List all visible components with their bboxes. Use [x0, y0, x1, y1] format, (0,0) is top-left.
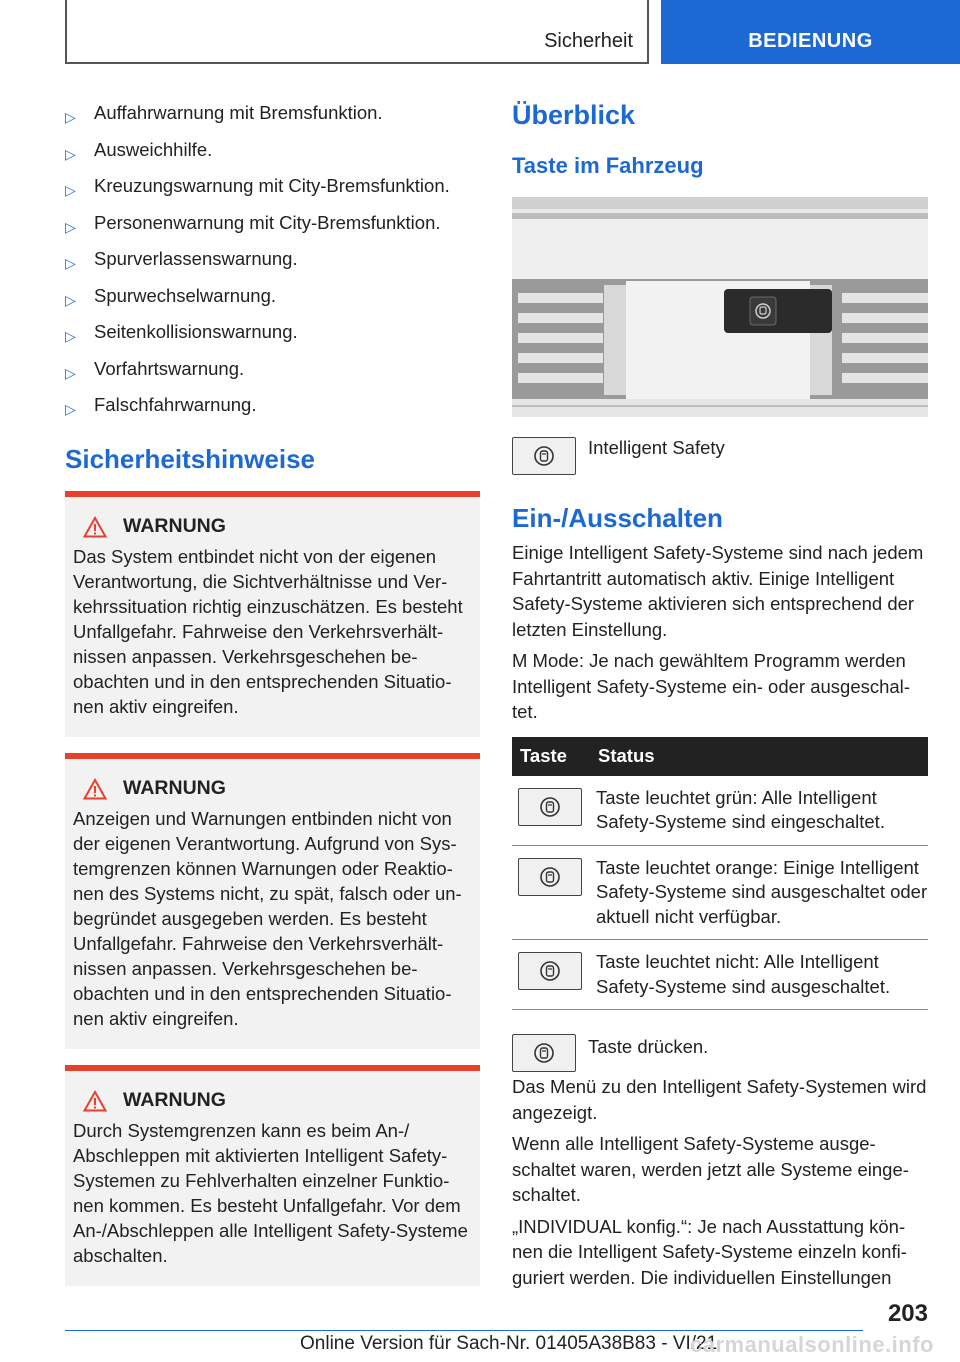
table-row — [512, 845, 928, 940]
press-instruction: Taste drücken. — [588, 1036, 709, 1057]
safety-button-icon — [518, 788, 582, 826]
list-item: ▷ Spurwechselwarnung. — [65, 285, 480, 311]
list-item: ▷ Kreuzungswarnung mit City-Bremsfunktion. — [65, 175, 480, 201]
triangle-bullet-icon: ▷ — [65, 291, 76, 308]
paragraph: Einige Intelligent Safety-Systeme sind nach jedem Fahrtantritt automatisch aktiv. Einige Intelligent Safety-Systeme aktivieren sich entsprechend der letzten Einstellung. — [512, 542, 924, 640]
triangle-bullet-icon: ▷ — [65, 255, 76, 271]
warning-triangle-icon — [83, 778, 107, 800]
watermark: carmanualsonline.info — [690, 1332, 934, 1357]
column-header-taste: Taste — [512, 737, 590, 776]
warning-text: Das System entbindet nicht von der eigenen Verantwortung, die Sichtverhältnisse und Verkehrssituation richtig einzuschätzen. Es besteht Unfallgefahr. Fahrweise den Verkehrsverhältnissen anpassen. Verkehrsgeschehen beobachten und in den entsprechenden Situationen aktiv eingreifen. — [73, 546, 463, 717]
triangle-bullet-icon: ▷ — [65, 218, 76, 235]
chapter-tab[interactable]: BEDIENUNG — [661, 0, 960, 64]
safety-heading: Sicherheitshinweise — [65, 444, 315, 474]
paragraph: M Mode: Je nach gewähltem Programm werden Intelligent Safety-Systeme ein- oder ausgeschaltet. — [512, 650, 910, 722]
dashboard-button-photo — [512, 197, 928, 417]
onoff-heading: Ein-/Ausschalten — [512, 503, 723, 533]
paragraph: Wenn alle Intelligent Safety-Systeme ausgeschaltet waren, werden jetzt alle Systeme eingeschaltet. — [512, 1133, 909, 1205]
status-table — [512, 737, 928, 1011]
triangle-bullet-icon: ▷ — [65, 364, 76, 381]
list-item: ▷ Falschfahrwarnung. — [65, 394, 480, 420]
intelligent-safety-button-icon[interactable] — [512, 437, 576, 475]
paragraph: „INDIVIDUAL konfig.“: Je nach Ausstattung können die Intelligent Safety-Systeme einzeln konfiguriert werden. Die individuellen Einstellungen — [512, 1215, 907, 1288]
table-row — [512, 776, 928, 846]
warning-title: WARNUNG — [123, 515, 226, 537]
warning-box — [65, 753, 480, 1049]
intelligent-safety-button-icon[interactable] — [512, 1034, 576, 1072]
warning-triangle-icon — [83, 516, 107, 538]
list-item: ▷ Vorfahrtswarnung. — [65, 358, 480, 384]
left-column — [65, 102, 480, 1286]
list-item: ▷ Personenwarnung mit City-Bremsfunktion. — [65, 212, 480, 238]
list-item: ▷ Spurverlassenswarnung. — [65, 248, 480, 274]
triangle-bullet-icon: ▷ — [65, 401, 76, 417]
list-item: ▷ Auffahrwarnung mit Bremsfunktion. — [65, 102, 480, 128]
button-subheading: Taste im Fahrzeug — [512, 153, 704, 178]
list-item: ▷ Ausweichhilfe. — [65, 139, 480, 165]
section-title: Sicherheit — [544, 30, 633, 52]
warning-title: WARNUNG — [123, 1089, 226, 1111]
warning-box — [65, 491, 480, 737]
triangle-bullet-icon: ▷ — [65, 182, 76, 198]
right-column — [512, 100, 928, 1290]
warning-text: Anzeigen und Warnungen entbinden nicht von der eigenen Verantwortung. Aufgrund von Systemgrenzen können Warnungen oder Reaktionen des Systems nicht, zu spät, falsch oder unbegründet ausgegeben werden. Es besteht Unfallgefahr. Fahrweise den Verkehrsverhältnissen anpassen. Verkehrsgeschehen beobachten und in den entsprechenden Situationen aktiv eingreifen. — [73, 808, 462, 1029]
table-row — [512, 940, 928, 1010]
warning-title: WARNUNG — [123, 777, 226, 799]
status-text: Taste leuchtet nicht: Alle Intelligent Safety-Systeme sind ausgeschaltet. — [590, 940, 928, 1010]
safety-button-icon — [518, 858, 582, 896]
header-section-box — [65, 0, 649, 64]
triangle-bullet-icon: ▷ — [65, 328, 76, 344]
status-text: Taste leuchtet grün: Alle Intelligent Safety-Systeme sind eingeschaltet. — [590, 776, 928, 846]
footer-divider — [65, 1330, 863, 1331]
safety-button-icon — [518, 952, 582, 990]
button-label: Intelligent Safety — [588, 437, 725, 458]
triangle-bullet-icon: ▷ — [65, 145, 76, 162]
feature-list — [65, 102, 480, 420]
footer-text: Online Version für Sach-Nr. 01405A38B83 - VI/21 — [300, 1333, 718, 1354]
triangle-bullet-icon: ▷ — [65, 109, 76, 125]
list-item: ▷ Seitenkollisionswarnung. — [65, 321, 480, 347]
column-header-status: Status — [590, 737, 928, 776]
paragraph: Das Menü zu den Intelligent Safety-Systemen wird angezeigt. — [512, 1076, 927, 1123]
warning-box — [65, 1065, 480, 1286]
table-header — [512, 737, 928, 776]
page-number: 203 — [887, 1300, 928, 1327]
warning-triangle-icon — [83, 1090, 107, 1112]
overview-heading: Überblick — [512, 100, 636, 130]
status-text: Taste leuchtet orange: Einige Intelligent Safety-Systeme sind ausgeschaltet oder aktuell nicht verfügbar. — [590, 845, 928, 940]
warning-text: Durch Systemgrenzen kann es beim An-/ Abschleppen mit aktivierten Intelligent Safety-Systemen zu Fehlverhalten einzelner Funktionen kommen. Es besteht Unfallgefahr. Vor dem An-/Abschleppen alle Intelligent Safety-Systeme abschalten. — [73, 1120, 468, 1266]
